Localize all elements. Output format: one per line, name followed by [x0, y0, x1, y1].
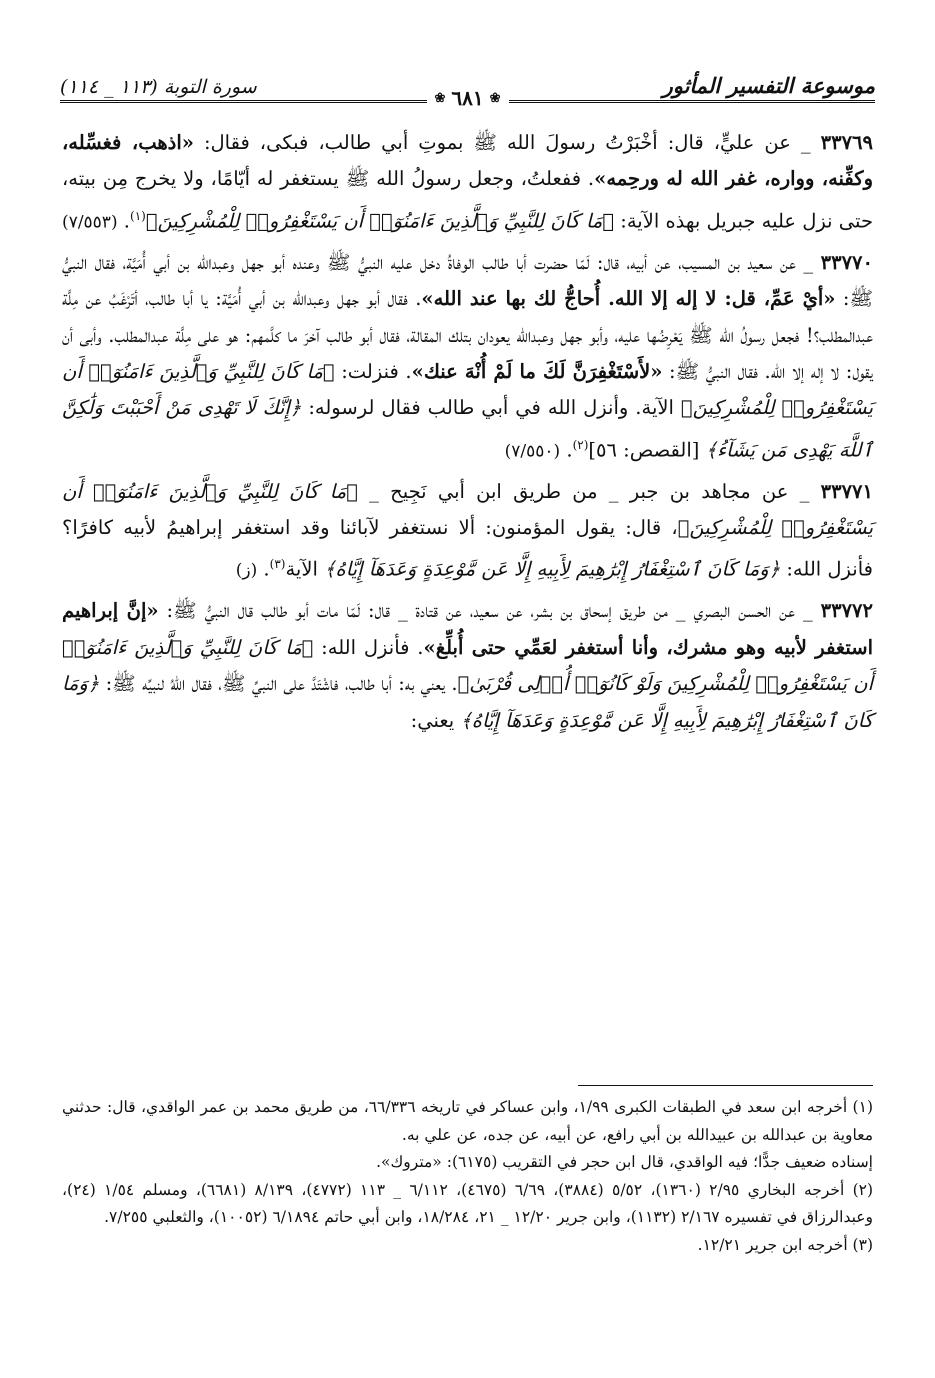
hadith-quote: «إنَّ إبراهيم استغفر لأبيه وهو مشرك، وأنا أستغفر لعَمِّي حتى أُبلِّغ»: [62, 599, 873, 659]
footnote-1-grading: إسناده ضعيف جدًّا؛ فيه الواقدي، قال ابن حجر في التقريب (٦١٧٥): «متروك».: [376, 1153, 873, 1171]
narration-text: _ عن مجاهد بن جبر _ من طريق ابن أبي نَجِيح _: [357, 479, 821, 503]
quran-verse: ﴿مَا كَانَ لِلنَّبِيِّ وَٱلَّذِينَ ءَامَنُوٓا۟ أَن يَسْتَغْفِرُوا۟ لِلْمُشْرِكِينَ﴾: [145, 209, 615, 233]
surah-citation: [القصص: ٥٦]: [588, 438, 706, 462]
quran-verse: ﴿مَا كَانَ لِلنَّبِيِّ وَٱلَّذِينَ ءَامَنُوٓا۟ أَن يَسْتَغْفِرُوا۟ لِلْمُشْرِكِينَ﴾: [62, 479, 873, 540]
narration-number: ٣٣٧٧٠: [820, 250, 873, 274]
narration-text: الآية: [285, 557, 325, 581]
footnotes: [62, 1094, 873, 1259]
footnote-1: (١) أخرجه ابن سعد في الطبقات الكبرى ١/٩٩، وابن عساكر في تاريخه ٦٦/٣٣٦، من طريق محمد بن عمر الواقدي، قال: حدثني معاوية بن عبدالله بن عبيدالله بن أبي رافع، عن أبيه، عن جده، عن علي به.: [62, 1098, 873, 1144]
narration-text: ، قال: يقول المؤمنون: ألا نستغفر لآبائنا وقد استغفر إبراهيمُ لأبيه كافرًا؟ فأنزل الله:: [62, 516, 873, 581]
narration-text: . فنزلت:: [334, 359, 412, 383]
volume-reference: (ز): [235, 560, 258, 581]
narration-text: . فأنزل الله:: [313, 635, 424, 659]
footnote-2: (٢) أخرجه البخاري ٢/٩٥ (١٣٦٠)، ٥/٥٢ (٣٨٨٤)، ٦/٦٩ (٤٦٧٥)، ٦/١١٢ _ ١١٣ (٤٧٧٢)، ٨/١٣٩ (٦٦٨١)، ومسلم ١/٥٤ (٢٤)، وعبدالرزاق في تفسيره ٢/١٦٧ (١١٣٢)، وابن جرير ١٢/٢٠ _ ٢١، ١٨/٢٨٤، وابن أبي حاتم ٦/١٨٩٤ (١٠٠٥٢)، والثعلبي ٧/٢٥٥.: [62, 1180, 874, 1226]
book-title: موسوعة التفسير المأثور: [662, 73, 875, 98]
footnote-marker[interactable]: (٢): [572, 437, 589, 452]
main-text: [62, 125, 873, 743]
narration-number: ٣٣٧٧١: [820, 479, 873, 503]
hadith-quote: «أيْ عَمِّ، قل: لا إله إلا الله. أُحاجُّ لك بها عند الله»: [421, 287, 836, 311]
hadith-quote: «اذهب، فغسِّله، وكفِّنه، وواره، غفر الله له ورحِمه»: [62, 131, 874, 191]
narration-number: ٣٣٧٧٢: [820, 599, 873, 623]
narration-text: _ عن عليٍّ، قال: أخْبَرْتُ رسولَ الله ﷺ بموتِ أبي طالب، فبكى، فقال:: [193, 131, 821, 154]
ornament-icon: ❀: [489, 90, 501, 106]
footnote-3: (٣) أخرجه ابن جرير ١٢/٢١.: [697, 1235, 873, 1254]
narration-text: يعني:: [410, 708, 461, 732]
quran-verse: ﴿مَا كَانَ لِلنَّبِيِّ وَٱلَّذِينَ ءَامَنُوٓا۟ أَن يَسْتَغْفِرُوا۟ لِلْمُشْرِكِينَ وَلَوْ كَانُوٓا۟ أُو۟لِى قُرْبَىٰ﴾: [62, 635, 873, 696]
narration-text: _ عن الحسن البصري _ من طريق إسحاق بن بشر، عن سعيد، عن قتادة _ قال: لَمّا مات أبو طالب قال النبيُّ ﷺ:: [158, 599, 821, 623]
narration-33770: [62, 245, 873, 470]
quran-verse: ﴿إِنَّكَ لَا تَهْدِى مَنْ أَحْبَبْتَ وَلَٰكِنَّ ٱللَّهَ يَهْدِى مَن يَشَآءُ﴾: [62, 396, 873, 462]
ornament-icon: ❀: [434, 90, 446, 106]
quran-verse: ﴿وَمَا كَانَ ٱسْتِغْفَارُ إِبْرَٰهِيمَ لِأَبِيهِ إِلَّا عَن مَّوْعِدَةٍ وَعَدَهَآ إِيَّاهُ﴾: [324, 557, 781, 581]
footnote-divider: [578, 1085, 873, 1086]
volume-reference: (٧/٥٥٣): [62, 212, 118, 233]
narration-text: . ففعلتُ، وجعل رسولُ الله ﷺ يستغفر له أيّامًا، ولا يخرج مِن بيته، حتى نزل عليه جبريل بهذه الآية:: [62, 167, 873, 233]
quran-verse: ﴿وَمَا كَانَ ٱسْتِغْفَارُ إِبْرَٰهِيمَ لِأَبِيهِ إِلَّا عَن مَّوْعِدَةٍ وَعَدَهَآ إِيَّاهُ﴾: [62, 672, 873, 732]
quran-verse: ﴿مَا كَانَ لِلنَّبِيِّ وَٱلَّذِينَ ءَامَنُوٓا۟ أَن يَسْتَغْفِرُوا۟ لِلْمُشْرِكِينَ﴾: [62, 359, 874, 420]
hadith-quote: «لأَسْتَغْفِرَنَّ لَكَ ما لَمْ أُنْهَ عنك»: [411, 359, 663, 383]
narration-text: .: [560, 438, 573, 462]
narration-text: _ عن سعيد بن المسيب، عن أبيه، قال: لَمّا حضرت أبا طالب الوفاةُ دخل عليه النبيُّ ﷺ وعنده أبو جهل وعبدالله بن أبي أُمَيَّة، فقال النبيُّ ﷺ:: [62, 250, 873, 311]
narration-33771: [62, 474, 873, 590]
narration-text: .: [257, 557, 270, 581]
narration-text: .: [117, 209, 130, 233]
page-number: [426, 86, 508, 110]
surah-label: سورة التوبة (١١٣ _ ١١٤): [60, 76, 257, 98]
volume-reference: (٧/٥٥٠): [504, 441, 561, 462]
narration-number: ٣٣٧٦٩: [820, 131, 873, 154]
narration-text: الآية. وأنزل الله في أبي طالب فقال لرسوله:: [301, 396, 681, 420]
footnote-marker[interactable]: (٣): [269, 557, 286, 572]
footnote-marker[interactable]: (١): [130, 208, 146, 223]
narration-text: . يعني به: أبا طالب، فاشْتَدَّ على النبيِّ ﷺ، فقال اللهُ لنبيِّه ﷺ:: [99, 672, 458, 696]
narration-33769: [62, 125, 873, 241]
narration-33772: [62, 593, 873, 739]
narration-text: . فقال أبو جهل وعبدالله بن أبي أُمَيَّة: يا أبا طالب، أتَرْغَبُ عن مِلَّة عبدالمطلب؟! فجعل رسولُ الله ﷺ يَعْرِضُها عليه، وأبو جهل وعبدالله يعودان بتلك المقالة، فقال أبو طالب آخرَ ما كلَّمهم: هو على مِلَّة عبدالمطلب. وأبى أن يقول: لا إله إلا الله. فقال النبيُّ ﷺ:: [62, 287, 873, 383]
page-number-value: ٦٨١: [451, 86, 484, 110]
